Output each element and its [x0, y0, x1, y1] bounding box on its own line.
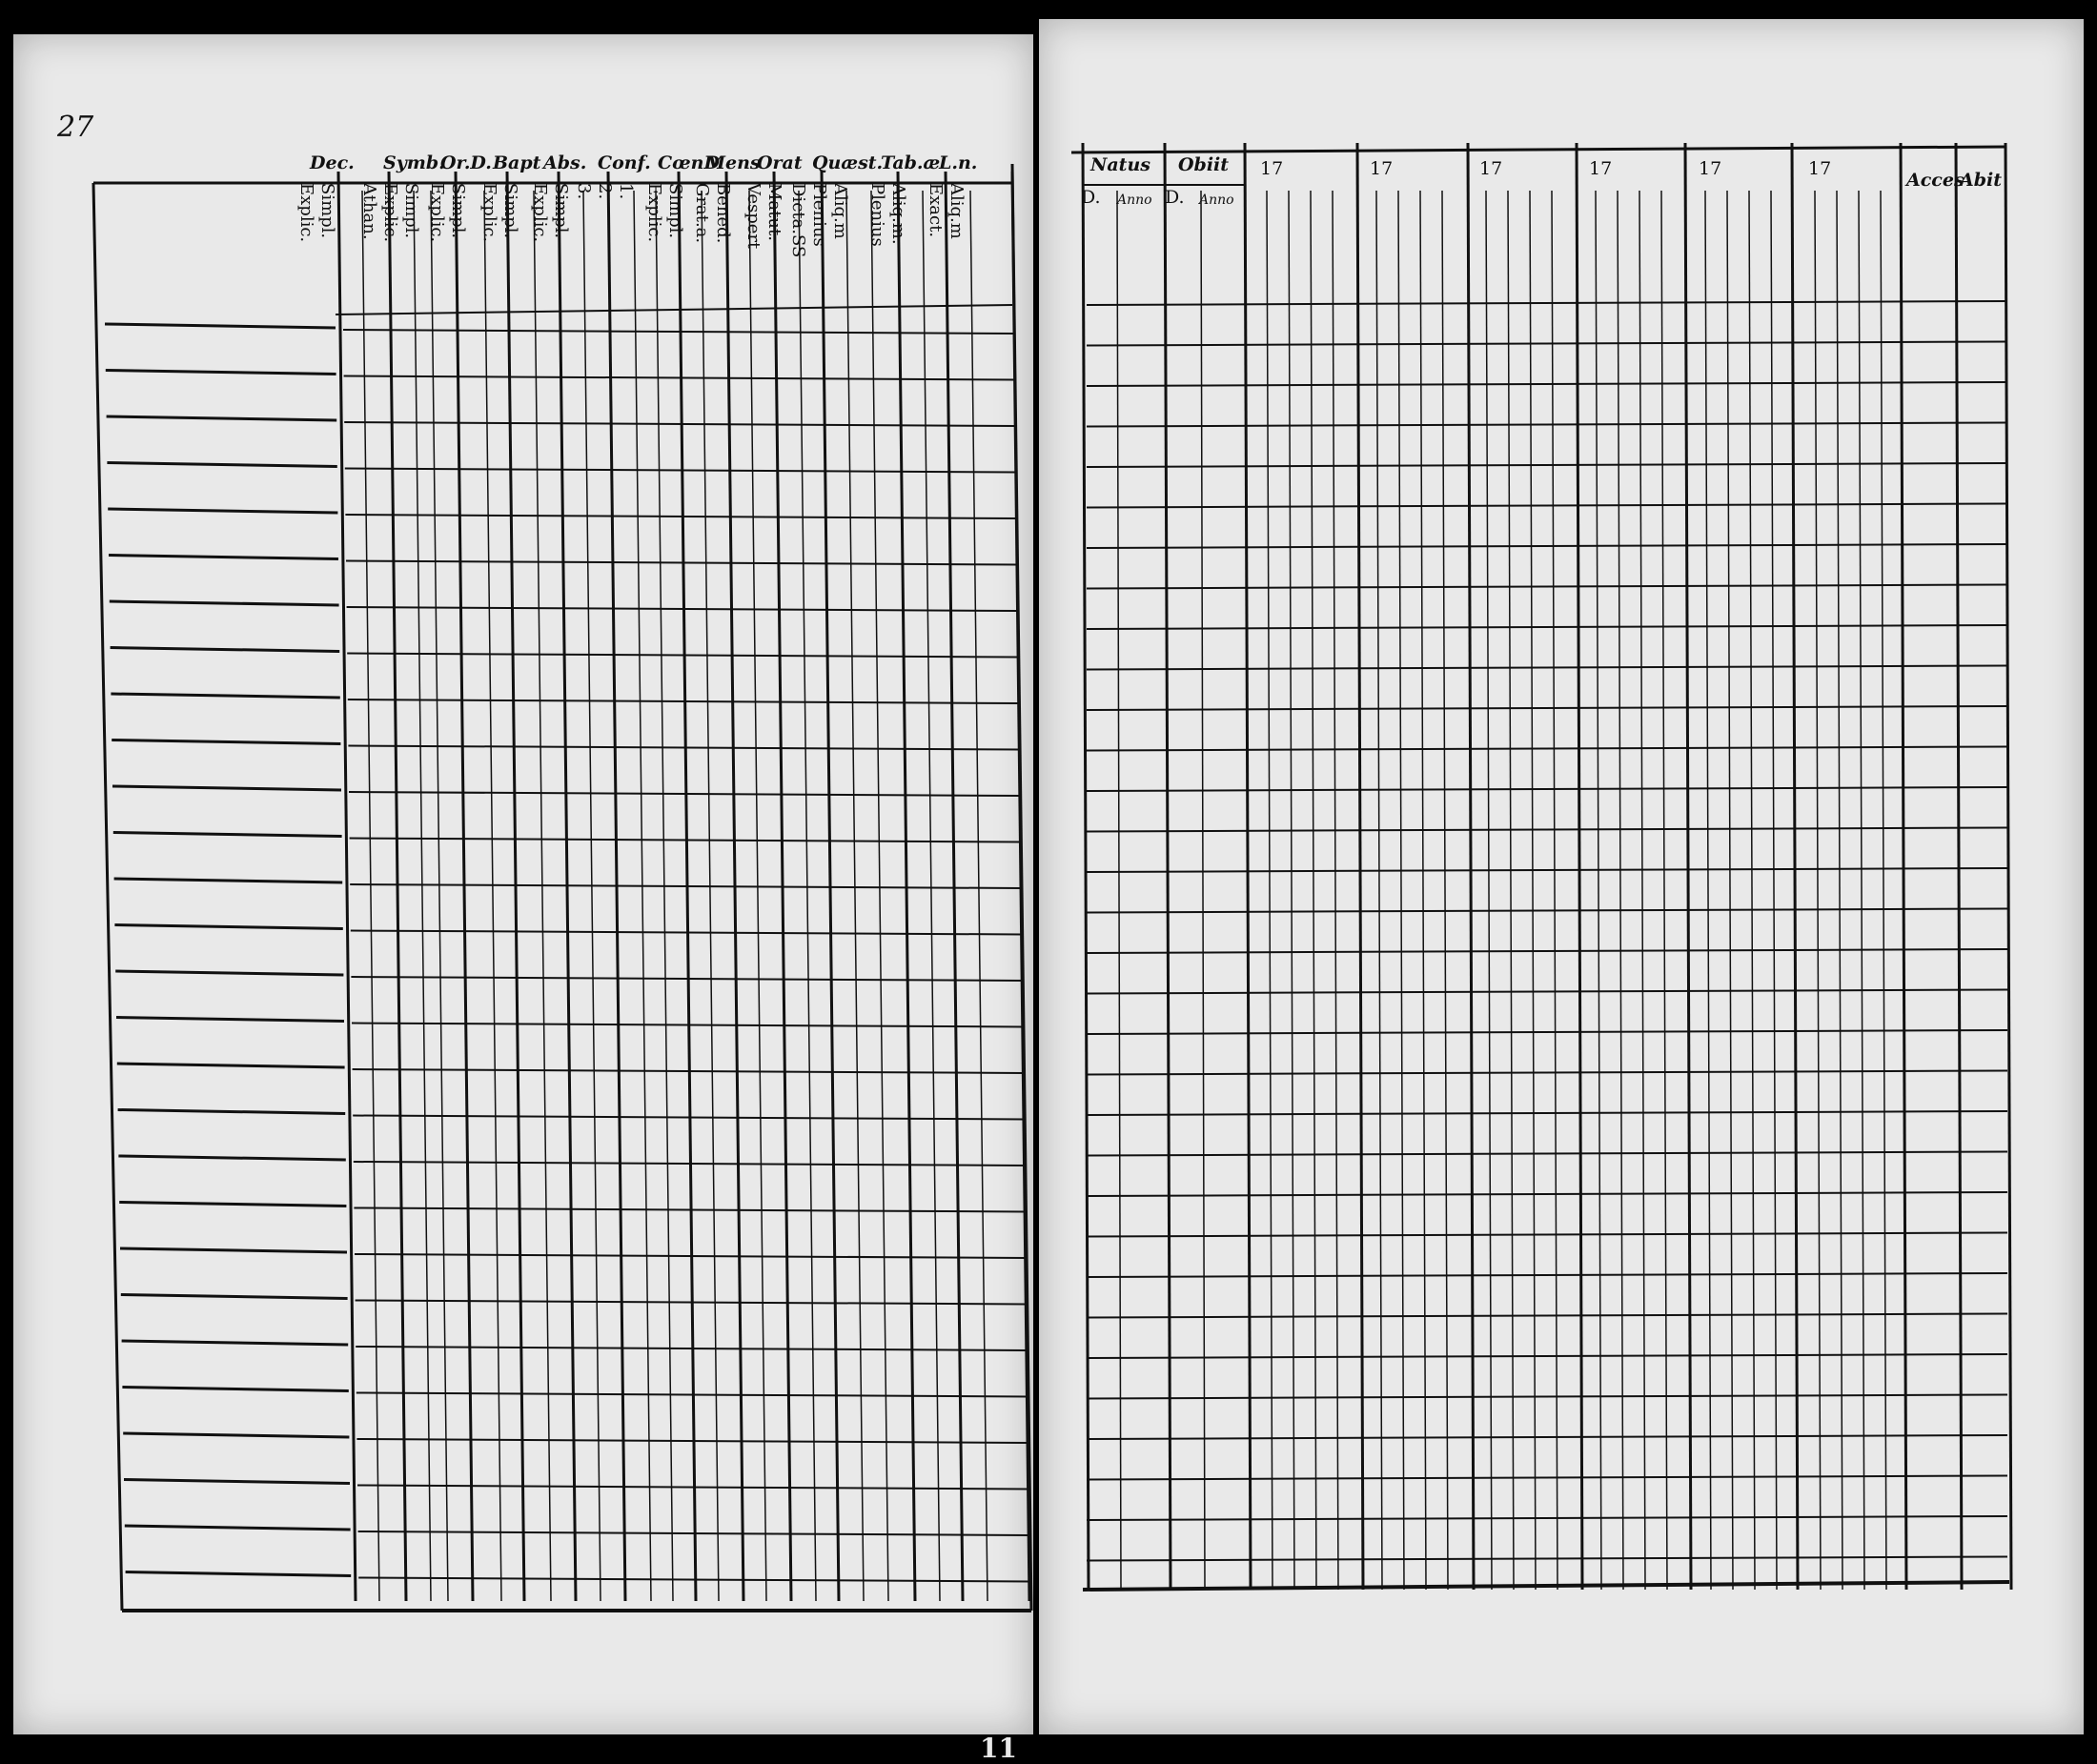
grid-line — [119, 1203, 346, 1206]
grid-line — [583, 191, 601, 1601]
grid-line — [354, 1162, 1025, 1166]
grid-line — [1901, 143, 1906, 1590]
grid-line — [362, 191, 379, 1601]
grid-line — [112, 740, 340, 744]
abit-header: Abit — [1960, 170, 2003, 191]
grid-line — [111, 648, 340, 652]
grid-line — [1087, 747, 2007, 751]
column-subheader: Explic. — [296, 183, 316, 243]
grid-line — [871, 191, 888, 1601]
grid-line — [456, 172, 473, 1601]
column-subheader: Aliq.m — [830, 183, 850, 239]
column-subheader: Aliq.m — [947, 183, 967, 239]
grid-line — [1442, 191, 1448, 1590]
grid-line — [355, 1254, 1026, 1258]
column-subheader: Grat.a. — [692, 183, 712, 244]
grid-line — [344, 376, 1015, 380]
year-column-header: 17 — [1260, 158, 1284, 179]
grid-line — [113, 833, 342, 837]
grid-line — [1087, 423, 2007, 427]
grid-line — [115, 971, 343, 975]
grid-line — [349, 792, 1020, 796]
grid-line — [1486, 191, 1492, 1590]
grid-line — [1267, 191, 1272, 1590]
grid-line — [1245, 143, 1251, 1590]
grid-line — [1087, 1071, 2007, 1075]
grid-line — [118, 1110, 346, 1114]
grid-line — [389, 172, 406, 1601]
column-header: Mens — [705, 152, 761, 173]
grid-line — [1771, 191, 1777, 1590]
column-subheader: Explic. — [530, 183, 550, 243]
column-subheader: 2. — [595, 183, 615, 200]
grid-line — [118, 1156, 345, 1160]
grid-line — [431, 191, 448, 1601]
grid-line — [1087, 342, 2007, 346]
page-number: 27 — [57, 111, 94, 144]
grid-line — [353, 1116, 1024, 1120]
natus-year-label: Anno — [1117, 193, 1152, 208]
grid-line — [898, 172, 915, 1601]
grid-line — [1705, 191, 1711, 1590]
column-header: Symb. — [383, 152, 445, 173]
grid-line — [1087, 1395, 2007, 1399]
column-subheader: Exact. — [926, 183, 946, 238]
grid-line — [112, 786, 341, 790]
grid-line — [1087, 301, 2007, 305]
grid-line — [354, 1208, 1025, 1212]
grid-line — [1333, 191, 1338, 1590]
grid-line — [1071, 147, 2005, 152]
column-header: L.n. — [939, 152, 978, 173]
column-subheader: Explic. — [479, 183, 499, 243]
year-column-header: 17 — [1808, 158, 1832, 179]
acces-header: Acces — [1906, 170, 1965, 191]
column-subheader: Simpl. — [401, 183, 421, 239]
natus-day-label: D. — [1081, 187, 1101, 208]
grid-line — [356, 1393, 1028, 1397]
grid-line — [347, 607, 1018, 611]
grid-line — [116, 1018, 344, 1022]
grid-line — [1420, 191, 1426, 1590]
grid-line — [126, 1572, 352, 1576]
column-header: Abs. — [543, 152, 587, 173]
grid-line — [107, 416, 337, 420]
grid-line — [343, 330, 1014, 334]
column-subheader: Simpl. — [665, 183, 685, 239]
grid-line — [121, 1295, 348, 1299]
grid-line — [1087, 1192, 2007, 1196]
grid-line — [106, 371, 336, 375]
column-header: Quæst. — [812, 152, 884, 173]
grid-line — [1087, 787, 2007, 791]
column-subheader: Athan. — [359, 183, 379, 240]
grid-line — [351, 977, 1022, 981]
grid-line — [414, 191, 431, 1601]
grid-line — [1087, 585, 2007, 589]
obiit-day-label: D. — [1165, 187, 1185, 208]
grid-line — [749, 191, 766, 1601]
grid-line — [1087, 1152, 2007, 1156]
grid-line — [114, 879, 343, 882]
grid-line — [350, 839, 1021, 842]
grid-line — [846, 191, 864, 1601]
grid-line — [358, 1531, 1029, 1535]
grid-line — [107, 463, 336, 467]
grid-line — [1087, 463, 2007, 467]
grid-line — [348, 700, 1019, 703]
grid-line — [1087, 1111, 2007, 1115]
grid-line — [1087, 625, 2007, 629]
grid-line — [356, 1439, 1028, 1443]
year-column-header: 17 — [1479, 158, 1503, 179]
grid-line — [1087, 706, 2007, 710]
grid-line — [970, 191, 987, 1601]
grid-line — [357, 1486, 1028, 1490]
grid-line — [1398, 191, 1404, 1590]
grid-line — [1508, 191, 1514, 1590]
year-column-header: 17 — [1589, 158, 1613, 179]
grid-line — [117, 1064, 345, 1067]
grid-line — [344, 422, 1015, 426]
column-subheader: Vespert — [743, 183, 763, 250]
grid-line — [1376, 191, 1382, 1590]
column-subheader: Matut. — [764, 183, 784, 241]
grid-line — [123, 1433, 349, 1437]
grid-line — [1859, 191, 1864, 1590]
grid-line — [1012, 172, 1029, 1601]
column-subheader: Explic. — [644, 183, 664, 243]
column-subheader: Simpl. — [448, 183, 468, 239]
column-subheader: Explic. — [427, 183, 447, 243]
grid-line — [484, 191, 501, 1601]
grid-line — [356, 1347, 1027, 1350]
column-header: Tab.æ — [881, 152, 941, 173]
grid-line — [799, 191, 816, 1601]
grid-line — [353, 1069, 1024, 1073]
year-column-header: 17 — [1699, 158, 1722, 179]
column-subheader: Aliq.m. — [888, 183, 908, 245]
column-subheader: 3. — [574, 183, 594, 200]
grid-line — [124, 1480, 350, 1484]
grid-line — [122, 1341, 349, 1345]
grid-line — [1087, 1233, 2007, 1237]
column-subheader: Plenius — [809, 183, 829, 247]
grid-line — [1087, 1557, 2007, 1561]
column-subheader: Simpl. — [551, 183, 571, 239]
grid-line — [923, 191, 940, 1601]
grid-line — [345, 515, 1016, 518]
column-subheader: Simpl. — [500, 183, 520, 239]
grid-line — [347, 654, 1018, 658]
grid-line — [1639, 191, 1645, 1590]
grid-line — [111, 694, 339, 698]
grid-line — [93, 183, 122, 1611]
grid-line — [1661, 191, 1667, 1590]
grid-line — [346, 561, 1017, 565]
grid-line — [1087, 949, 2007, 953]
grid-line — [634, 191, 651, 1601]
grid-line — [356, 1301, 1027, 1305]
grid-line — [1956, 143, 1962, 1590]
obiit-header: Obiit — [1178, 154, 1230, 175]
column-subheader: Bened. — [713, 183, 733, 244]
column-header: Or.D. — [440, 152, 492, 173]
grid-line — [109, 556, 338, 559]
grid-line — [1289, 191, 1294, 1590]
grid-line — [108, 509, 337, 513]
grid-line — [122, 1388, 348, 1391]
grid-line — [656, 191, 673, 1601]
grid-line — [338, 172, 356, 1601]
grid-line — [1468, 143, 1474, 1590]
grid-line — [1087, 544, 2007, 548]
grid-line — [1087, 1476, 2007, 1480]
column-header: Orat — [757, 152, 803, 173]
grid-line — [1577, 143, 1582, 1590]
grid-line — [1792, 143, 1798, 1590]
grid-line — [105, 324, 336, 328]
grid-line — [1087, 828, 2007, 832]
grid-line — [1087, 1030, 2007, 1034]
obiit-year-label: Anno — [1199, 193, 1234, 208]
column-header: Bapt — [493, 152, 541, 173]
grid-line — [1087, 1516, 2007, 1520]
column-header: Conf. — [598, 152, 651, 173]
grid-line — [1201, 191, 1205, 1590]
grid-line — [1552, 191, 1557, 1590]
grid-line — [1087, 1273, 2007, 1277]
grid-line — [1087, 1435, 2007, 1439]
column-subheader: Plenius — [867, 183, 887, 247]
grid-line — [1087, 868, 2007, 872]
grid-line — [1165, 143, 1171, 1590]
grid-line — [1815, 191, 1821, 1590]
grid-line — [1083, 1582, 2009, 1590]
grid-line — [1618, 191, 1623, 1590]
bottom-mark: 11 — [980, 1733, 1017, 1764]
grid-line — [1311, 191, 1316, 1590]
column-subheader: 1. — [616, 183, 636, 200]
grid-line — [1881, 191, 1886, 1590]
column-header: Dec. — [310, 152, 355, 173]
grid-line — [345, 469, 1016, 473]
column-subheader: Dicta.SS — [788, 183, 808, 258]
grid-line — [946, 172, 967, 1601]
grid-line — [348, 746, 1019, 750]
grid-line — [351, 931, 1022, 935]
grid-line — [1083, 143, 1089, 1590]
grid-line — [1727, 191, 1733, 1590]
grid-line — [1087, 909, 2007, 913]
grid-line — [1087, 1354, 2007, 1358]
column-subheader: Simpl. — [317, 183, 337, 239]
grid-line — [1087, 990, 2007, 994]
grid-line — [1087, 382, 2007, 386]
grid-line — [125, 1526, 351, 1530]
grid-line — [1749, 191, 1755, 1590]
column-header: CœnD — [658, 152, 720, 173]
grid-line — [1087, 666, 2007, 670]
grid-line — [1117, 191, 1121, 1590]
grid-line — [1596, 191, 1601, 1590]
grid-line — [1685, 143, 1691, 1590]
natus-header: Natus — [1090, 154, 1150, 175]
grid-line — [534, 191, 551, 1601]
grid-line — [352, 1024, 1023, 1027]
grid-line — [110, 601, 339, 605]
grid-line — [1837, 191, 1843, 1590]
grid-line — [120, 1248, 347, 1252]
grid-line — [702, 191, 719, 1601]
grid-line — [350, 884, 1021, 888]
grid-line — [114, 925, 342, 929]
grid-line — [358, 1578, 1029, 1582]
grid-line — [1087, 1314, 2007, 1318]
grid-line — [2005, 143, 2011, 1590]
grid-line — [1530, 191, 1536, 1590]
grid-line — [336, 305, 1012, 314]
year-column-header: 17 — [1370, 158, 1394, 179]
grid-line — [1357, 143, 1363, 1590]
column-subheader: Explic. — [380, 183, 400, 243]
grid-line — [1087, 504, 2007, 508]
